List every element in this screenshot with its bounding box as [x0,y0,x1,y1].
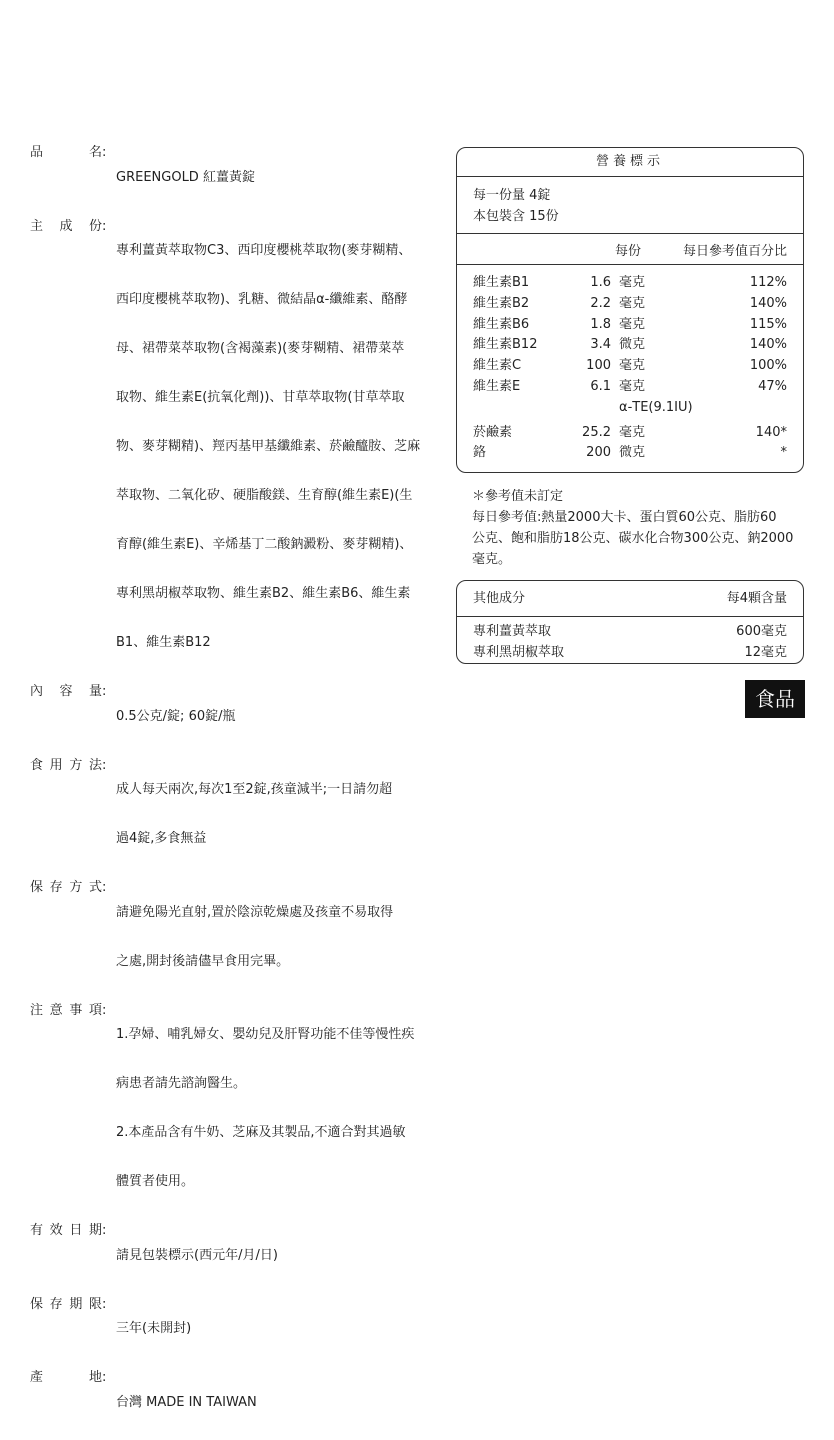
label-name: 品名 [30,145,102,160]
nutrient-dv: 140% [749,337,787,353]
row-cautions [30,999,422,1220]
value-line: 請避免陽光直射,置於陰涼乾燥處及孩童不易取得 [116,904,394,920]
reference-line: 毫克。 [472,552,512,567]
col-per-serving: 每份 [615,243,642,259]
value-usage [116,754,422,877]
value-line: 專利黑胡椒萃取物、維生素B2、維生素B6、維生素 [116,586,411,601]
value-storage [116,876,422,999]
value-shelf-life [116,1293,422,1367]
other-row [473,621,787,642]
nutrient-row [473,273,787,294]
value-cautions [116,999,422,1220]
reference-line: 每日參考值:熱量2000大卡、蛋白質60公克、脂肪60 [472,510,777,525]
nutrient-amount: 200 [586,445,611,461]
label-expiry: 有效日期 [30,1223,102,1238]
value-line: 三年(未開封) [116,1321,192,1336]
colon: : [102,1370,107,1385]
value-content [116,680,422,754]
value-line: 之處,開封後請儘早食用完畢。 [116,953,290,969]
row-name [30,141,422,215]
row-usage [30,754,422,877]
label-storage: 保存方式 [30,880,102,895]
nutrient-name: 鉻 [473,445,487,461]
value-line: 萃取物、二氧化矽、硬脂酸鎂、生育醇(維生素E)(生 [116,488,413,503]
row-storage [30,876,422,999]
nutrient-dv: 100% [749,358,787,374]
nutrient-unit: 毫克 [619,358,646,374]
colon: : [102,880,107,895]
other-title: 其他成分 [473,591,526,606]
nutrient-amount: 25.2 [582,424,611,440]
colon: : [102,1002,107,1018]
serving-info [457,177,803,234]
value-line: 西印度櫻桃萃取物)、乳糖、微結晶α-纖維素、酪酵 [116,292,408,307]
nutrient-row [473,423,787,444]
value-line: 過4錠,多食無益 [116,831,207,846]
nutrient-unit: 毫克 [619,424,646,440]
colon: : [102,218,107,234]
nutrient-unit: 毫克 [619,378,646,394]
nutrient-dv: 140% [749,295,787,311]
other-name: 專利薑黃萃取 [473,624,552,639]
product-info [30,141,422,1440]
value-line: 請見包裝標示(西元年/月/日) [116,1247,278,1263]
value-line: 病患者請先諮詢醫生。 [116,1076,247,1091]
nutrient-amount: 6.1 [590,378,611,394]
nutrient-dv: 115% [749,316,787,332]
nutrient-name: 維生素C [473,358,522,374]
nutrient-sub-unit: α-TE(9.1IU) [619,399,693,415]
nutrient-row [473,294,787,315]
label-ingredients: 主成份 [30,218,102,234]
nutrient-unit: 微克 [619,337,646,353]
other-col: 每4顆含量 [726,591,787,606]
nutrition-header [457,234,803,265]
value-line: 成人每天兩次,每次1至2錠,孩童減半;一日請勿超 [116,782,393,797]
value-origin [116,1366,422,1440]
nutrient-name: 維生素B2 [473,295,530,311]
servings-per-pack: 本包裝含 15份 [473,209,559,224]
colon: : [102,1296,107,1312]
value-line: 取物、維生素E(抗氧化劑))、甘草萃取物(甘草萃取 [116,390,405,405]
reference-note [472,486,802,570]
nutrient-amount: 100 [586,358,611,374]
nutrient-amount: 3.4 [590,337,611,353]
nutrient-row [473,315,787,336]
value-line: GREENGOLD 紅薑黃錠 [116,169,255,185]
colon: : [102,684,107,699]
nutrient-name: 維生素E [473,378,521,394]
value-expiry [116,1219,422,1293]
other-ingredients-panel [456,580,804,664]
nutrient-unit: 毫克 [619,275,646,290]
nutrient-amount: 1.6 [590,275,611,290]
nutrient-dv: 47% [758,378,787,394]
reference-asterisk-note: ＊參考值未訂定 [472,489,564,504]
nutrient-row [473,443,787,464]
value-line: 物、麥芽糊精)、羥丙基甲基纖維素、菸鹼醯胺、芝麻 [116,439,421,454]
nutrient-row [473,377,787,398]
nutrient-row [473,335,787,356]
other-header [457,581,803,617]
value-line: 專利薑黃萃取物C3、西印度櫻桃萃取物(麥芽糊精、 [116,243,412,258]
value-line: 母、裙帶菜萃取物(含褐藻素)(麥芽糊精、裙帶菜萃 [116,341,405,356]
other-row [473,642,787,663]
label-usage: 食用方法 [30,757,102,773]
other-amount: 600毫克 [736,624,787,639]
nutrient-name: 維生素B1 [473,275,530,290]
other-name: 專利黑胡椒萃取 [473,645,565,660]
value-line: 1.孕婦、哺乳婦女、嬰幼兒及肝腎功能不佳等慢性疾 [116,1027,415,1042]
row-expiry [30,1219,422,1293]
nutrient-name: 維生素B12 [473,337,538,353]
food-badge: 食品 [745,680,805,718]
reference-line: 公克、飽和脂肪18公克、碳水化合物300公克、鈉2000 [472,531,794,546]
label-content: 內容量 [30,684,102,699]
row-ingredients [30,215,422,681]
value-name [116,141,422,215]
nutrient-unit: 毫克 [619,295,646,311]
nutrient-name: 維生素B6 [473,316,530,332]
nutrient-dv: 140* [755,424,787,440]
row-origin [30,1366,422,1440]
nutrient-dv: * [780,445,787,461]
other-amount: 12毫克 [744,645,787,660]
label-cautions: 注意事項 [30,1002,102,1018]
value-line: 體質者使用。 [116,1174,195,1189]
nutrition-facts-panel [456,147,804,473]
nutrient-unit: 毫克 [619,316,646,332]
value-line: B1、維生素B12 [116,635,211,650]
value-line: 台灣 MADE IN TAIWAN [116,1394,257,1410]
label-origin: 產地 [30,1370,102,1385]
other-rows [457,617,803,667]
colon: : [102,1223,107,1238]
row-shelf-life [30,1293,422,1367]
nutrient-amount: 1.8 [590,316,611,332]
serving-size: 每一份量 4錠 [473,188,551,203]
value-line: 0.5公克/錠; 60錠/瓶 [116,708,236,724]
nutrient-name: 菸鹼素 [473,424,513,440]
colon: : [102,757,107,773]
value-ingredients [116,215,422,681]
nutrient-amount: 2.2 [590,295,611,311]
value-line: 2.本產品含有牛奶、芝麻及其製品,不適合對其過敏 [116,1125,406,1140]
nutrient-dv: 112% [749,275,787,290]
col-daily-value: 每日參考值百分比 [682,243,787,259]
nutrition-rows [457,265,803,464]
nutrient-unit: 微克 [619,445,646,461]
nutrition-title: 營養標示 [457,148,803,177]
label-shelf-life: 保存期限 [30,1296,102,1312]
value-line: 育醇(維生素E)、辛烯基丁二酸鈉澱粉、麥芽糊精)、 [116,537,413,552]
colon: : [102,145,107,160]
nutrient-row [473,356,787,377]
row-content [30,680,422,754]
